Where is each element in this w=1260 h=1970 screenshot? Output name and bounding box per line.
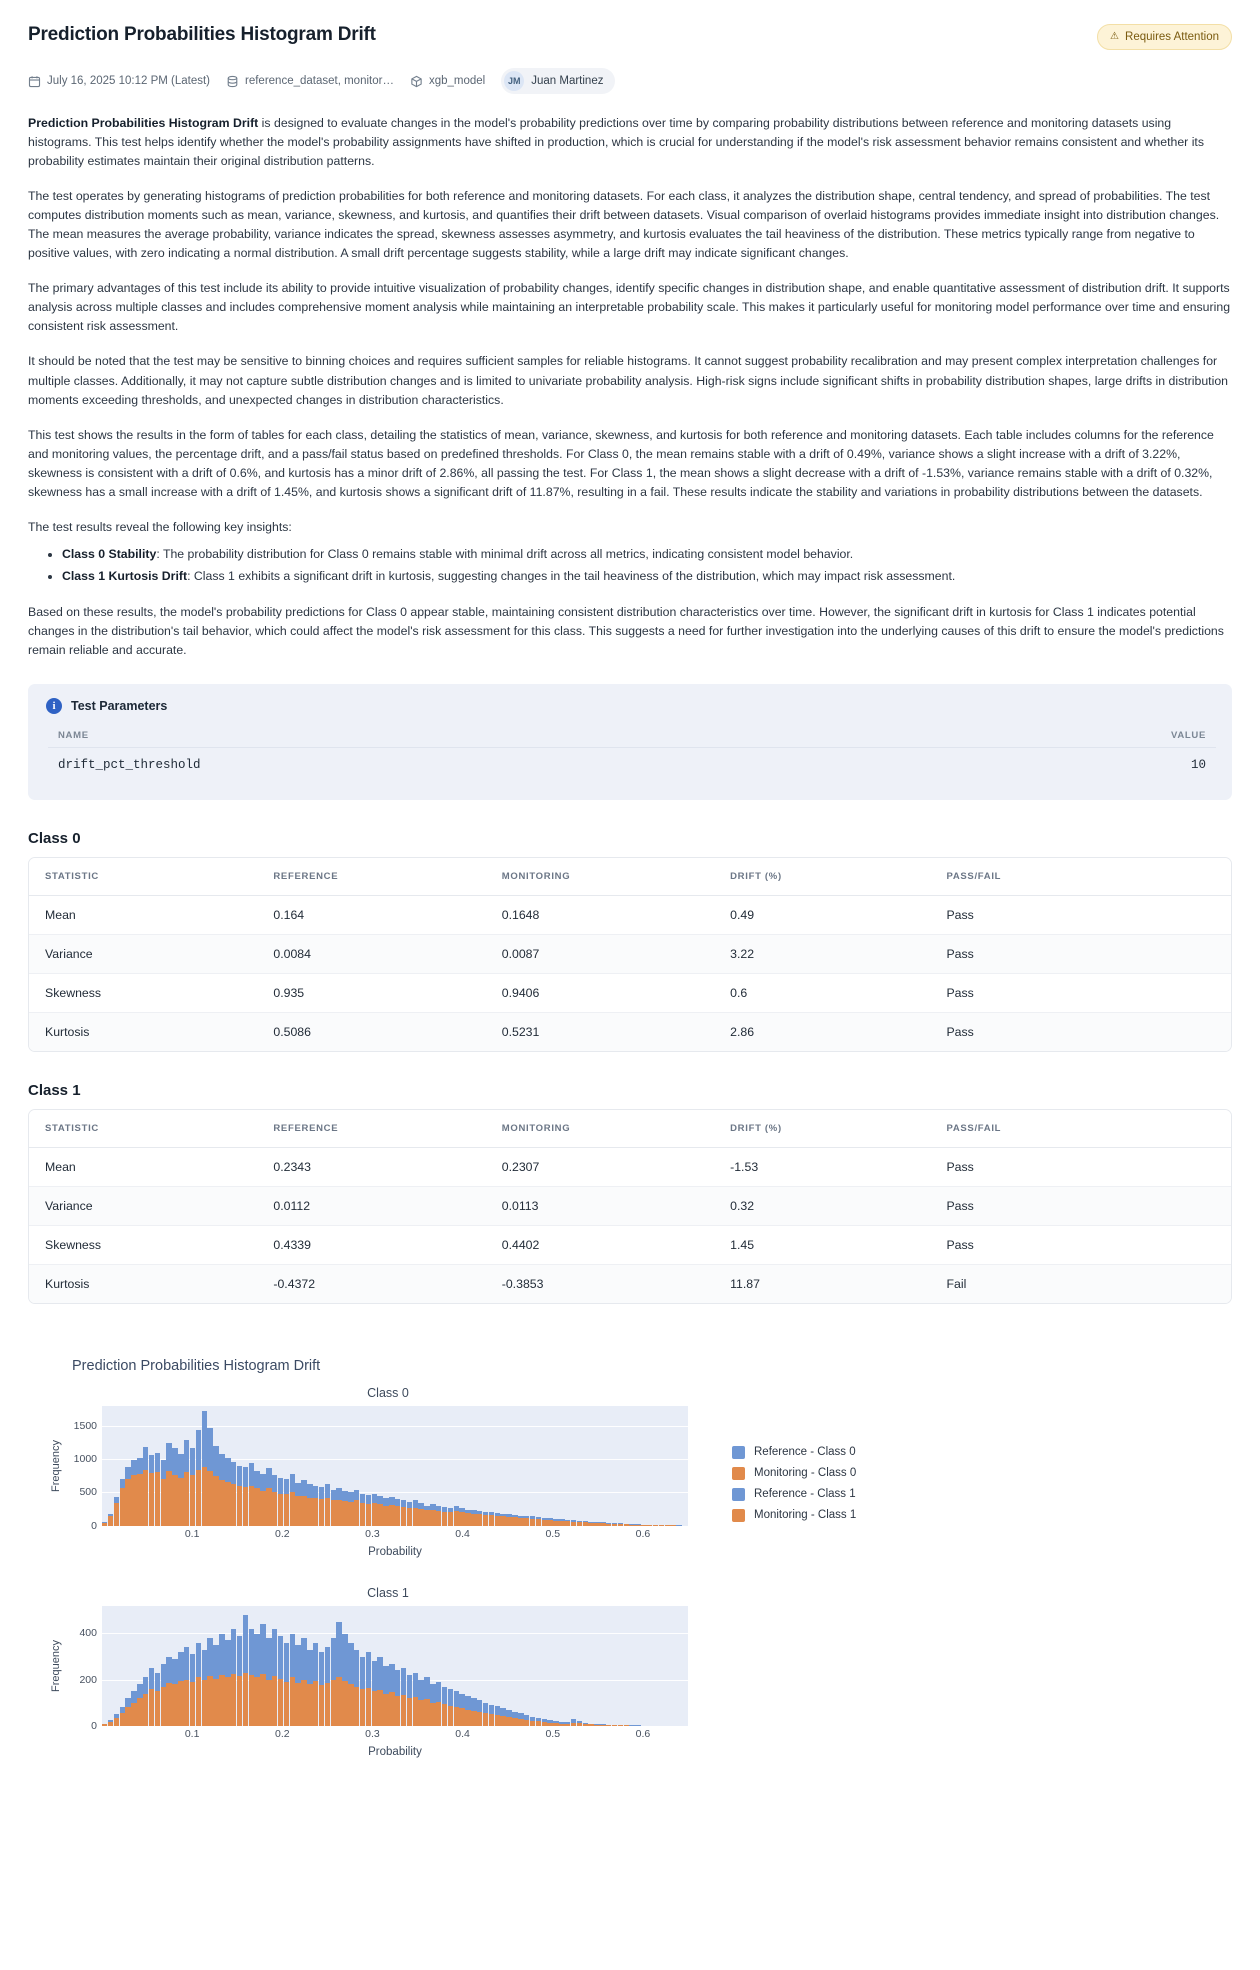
class-0-table xyxy=(29,858,1231,1051)
cell-monitoring: 0.0113 xyxy=(486,1186,714,1225)
table-row xyxy=(29,1264,1231,1303)
cell-statistic: Kurtosis xyxy=(29,1264,257,1303)
figure-title: Prediction Probabilities Histogram Drift xyxy=(72,1357,321,1374)
cell-drift: 3.22 xyxy=(714,934,930,973)
cell-passfail: Fail xyxy=(930,1264,1231,1303)
table-row xyxy=(29,934,1231,973)
paragraph-lead: Prediction Probabilities Histogram Drift xyxy=(28,116,259,130)
legend-item xyxy=(732,1446,856,1459)
cell-monitoring: 0.1648 xyxy=(486,895,714,934)
paragraph-overview xyxy=(28,114,1232,171)
table-header-row xyxy=(29,1110,1231,1148)
column-header-passfail: PASS/FAIL xyxy=(930,858,1231,896)
cell-drift: 0.32 xyxy=(714,1186,930,1225)
column-header-reference: REFERENCE xyxy=(257,1110,485,1148)
y-axis-label-class-0: Frequency xyxy=(50,1439,62,1492)
column-header-monitoring: MONITORING xyxy=(486,1110,714,1148)
cell-reference: 0.0084 xyxy=(257,934,485,973)
table-row xyxy=(29,973,1231,1012)
cell-monitoring: 0.5231 xyxy=(486,1012,714,1051)
cell-drift: 0.49 xyxy=(714,895,930,934)
database-icon xyxy=(226,75,239,88)
legend-label: Monitoring - Class 0 xyxy=(754,1467,857,1480)
column-header-reference: REFERENCE xyxy=(257,858,485,896)
table-row xyxy=(29,895,1231,934)
section-title-class-1: Class 1 xyxy=(28,1081,81,1099)
cell-reference: 0.164 xyxy=(257,895,485,934)
insight-text: : Class 1 exhibits a significant drift in kurtosis, suggesting changes in the tail heaviness of the distribution, which may impact risk assessment. xyxy=(187,568,956,583)
param-value: 10 xyxy=(1190,757,1206,772)
info-icon: i xyxy=(46,698,62,714)
x-axis-label-class-1: Probability xyxy=(368,1745,422,1758)
paragraph-limitations: It should be noted that the test may be sensitive to binning choices and requires sufficient samples for reliable histograms. It cannot suggest probability recalibration and may present complex interpretation challenges for multiple classes. Additionally, it may not capture subtle distribution changes and is limited to univariate probability analysis. High-risk signs include significant shifts in probability distribution shapes, large drifts in distribution moments exceeding thresholds, and unexpected changes in distribution characteristics. xyxy=(28,354,1228,407)
paragraph-overview-text: is designed to evaluate changes in the model's probability predictions over time by comparing probability distributions between reference and monitoring datasets using histograms. This test helps identify whether the model's probability assignments have shifted in production, which is crucial for understanding if the model's risk assessment behavior remains consistent and whether its probability estimates maintain their original distribution patterns. xyxy=(28,116,1204,169)
paragraph-mechanics: The test operates by generating histograms of prediction probabilities for both reference and monitoring datasets. For each class, it analyzes the distribution shape, central tendency, and spread of probabilities. The test computes distribution moments such as mean, variance, skewness, and kurtosis, and quantifies their drift between datasets. Visual comparison of overlaid histograms provides immediate insight into distribution changes. The mean measures the average probability, variance indicates the spread, skewness assesses asymmetry, and kurtosis evaluates the tail heaviness of the distribution. These metrics typically range from negative to positive values, with zero indicating a normal distribution. A small drift percentage suggests stability, while a large drift may indicate significant changes. xyxy=(28,189,1220,261)
status-badge xyxy=(1097,24,1232,50)
legend-item xyxy=(732,1467,856,1480)
plot-row xyxy=(48,1406,688,1532)
status-badge-label: Requires Attention xyxy=(1125,31,1219,43)
cell-drift: 0.6 xyxy=(714,973,930,1012)
column-header-statistic: STATISTIC xyxy=(29,858,257,896)
cell-passfail: Pass xyxy=(930,934,1231,973)
x-axis-label-class-0: Probability xyxy=(368,1545,422,1558)
column-header-passfail: PASS/FAIL xyxy=(930,1110,1231,1148)
report-body xyxy=(24,114,1236,660)
y-axis-ticks-class-1: 0 200 400 xyxy=(79,1627,97,1732)
list-item xyxy=(62,545,1232,565)
chart-legend xyxy=(732,1446,856,1530)
cell-monitoring: 0.9406 xyxy=(486,973,714,1012)
class-0-table-wrapper xyxy=(28,857,1232,1052)
table-row xyxy=(29,1012,1231,1051)
table-row xyxy=(29,1147,1231,1186)
user-chip[interactable] xyxy=(501,68,615,94)
paragraph-conclusion: Based on these results, the model's probability predictions for Class 0 appear stable, maintaining consistent distribution characteristics over time. However, the significant drift in kurtosis for Class 1 indicates potential changes in the distribution's tail behavior, which could affect the model's risk assessment for this class. This suggests a need for further investigation into the underlying causes of this drift to ensure the model's predictions remain reliable and accurate. xyxy=(28,604,1224,657)
legend-swatch xyxy=(732,1446,745,1459)
test-parameters-header xyxy=(46,698,1214,714)
y-axis-label-class-1: Frequency xyxy=(50,1639,62,1692)
legend-item xyxy=(732,1509,856,1522)
legend-label: Reference - Class 0 xyxy=(754,1446,856,1459)
section-title-class-0: Class 0 xyxy=(28,829,81,847)
x-axis-ticks-class-1: 0.1 0.2 0.3 0.4 0.5 0.6 xyxy=(184,1727,651,1740)
legend-swatch xyxy=(732,1488,745,1501)
chart-block-class-1 xyxy=(28,1586,1232,1758)
class-1-table xyxy=(29,1110,1231,1303)
cell-statistic: Skewness xyxy=(29,973,257,1012)
cell-reference: -0.4372 xyxy=(257,1264,485,1303)
paragraph-advantages: The primary advantages of this test include its ability to provide intuitive visualization of probability changes, identify specific changes in distribution shape, and enable quantitative assessment of distribution drift. It supports analysis across multiple classes and includes comprehensive moment analysis while maintaining an interpretable probability scale. This makes it particularly useful for monitoring model performance over time and ensuring consistent risk assessment. xyxy=(28,281,1231,334)
table-row xyxy=(29,1186,1231,1225)
cell-passfail: Pass xyxy=(930,1186,1231,1225)
chart-block-class-0 xyxy=(28,1386,1232,1558)
column-header-statistic: STATISTIC xyxy=(29,1110,257,1148)
calendar-icon xyxy=(28,75,41,88)
cell-drift: 11.87 xyxy=(714,1264,930,1303)
test-parameters-table xyxy=(48,724,1216,782)
warning-triangle-icon: ⚠ xyxy=(1110,31,1120,42)
cell-passfail: Pass xyxy=(930,1012,1231,1051)
insight-text: : The probability distribution for Class 0 remains stable with minimal drift across all metrics, indicating consistent model behavior. xyxy=(156,546,854,561)
avatar: JM xyxy=(504,71,524,91)
cell-drift: -1.53 xyxy=(714,1147,930,1186)
chart-title-class-0: Class 0 xyxy=(367,1385,409,1400)
histogram-figure xyxy=(28,1344,1232,1768)
meta-model xyxy=(410,75,485,88)
cell-statistic: Mean xyxy=(29,895,257,934)
column-header-value: VALUE xyxy=(921,724,1216,748)
user-last-name: Martinez xyxy=(559,75,604,87)
user-first-name: Juan xyxy=(531,75,557,87)
plot-class-1 xyxy=(102,1606,688,1726)
cell-passfail: Pass xyxy=(930,1225,1231,1264)
paragraph-insights-intro: The test results reveal the following key insights: xyxy=(28,519,292,534)
legend-swatch xyxy=(732,1467,745,1480)
user-name xyxy=(531,75,603,87)
legend-swatch xyxy=(732,1509,745,1522)
column-header-drift: DRIFT (%) xyxy=(714,858,930,896)
legend-label: Reference - Class 1 xyxy=(754,1488,856,1501)
cell-monitoring: 0.0087 xyxy=(486,934,714,973)
cell-reference: 0.0112 xyxy=(257,1186,485,1225)
x-axis-ticks-class-0: 0.1 0.2 0.3 0.4 0.5 0.6 xyxy=(184,1527,651,1540)
cell-monitoring: 0.2307 xyxy=(486,1147,714,1186)
meta-datasets xyxy=(226,75,394,88)
page-header xyxy=(24,24,1236,50)
cell-statistic: Kurtosis xyxy=(29,1012,257,1051)
cell-statistic: Variance xyxy=(29,1186,257,1225)
cell-reference: 0.2343 xyxy=(257,1147,485,1186)
legend-label: Monitoring - Class 1 xyxy=(754,1509,857,1522)
plot-class-0 xyxy=(102,1406,688,1526)
page-title: Prediction Probabilities Histogram Drift xyxy=(28,24,376,45)
meta-date xyxy=(28,75,210,88)
test-parameters-panel xyxy=(28,684,1232,800)
cell-statistic: Mean xyxy=(29,1147,257,1186)
cell-reference: 0.935 xyxy=(257,973,485,1012)
table-row xyxy=(48,747,1216,782)
paragraph-results: This test shows the results in the form of tables for each class, detailing the statistics of mean, variance, skewness, and kurtosis for both reference and monitoring datasets. Each table includes columns for the reference and monitoring values, the percentage drift, and a pass/fail status based on predefined thresholds. For Class 0, the mean remains stable with a drift of 0.49%, variance shows a slight increase with a drift of 3.22%, skewness is consistent with a drift of 0.6%, and kurtosis has a minor drift of 2.86%, all passing the test. For Class 1, the mean shows a slight decrease with a drift of -1.53%, variance remains stable with a drift of 0.32%, skewness has a small increase with a drift of 1.45%, and kurtosis shows a significant drift of 11.87%, resulting in a fail. These results indicate the stability and variations in probability distributions between the datasets. xyxy=(28,427,1214,499)
table-header-row xyxy=(29,858,1231,896)
cell-reference: 0.5086 xyxy=(257,1012,485,1051)
cell-statistic: Variance xyxy=(29,934,257,973)
chart-area-class-1 xyxy=(48,1586,688,1758)
cell-monitoring: -0.3853 xyxy=(486,1264,714,1303)
table-row xyxy=(29,1225,1231,1264)
cell-passfail: Pass xyxy=(930,1147,1231,1186)
cell-statistic: Skewness xyxy=(29,1225,257,1264)
chart-title-class-1: Class 1 xyxy=(367,1585,409,1600)
test-parameters-title: Test Parameters xyxy=(71,698,168,713)
legend-item xyxy=(732,1488,856,1501)
meta-date-label: July 16, 2025 10:12 PM (Latest) xyxy=(47,75,211,87)
table-header-row xyxy=(48,724,1216,748)
metadata-bar xyxy=(24,68,1236,94)
list-item xyxy=(62,567,1232,587)
meta-datasets-label: reference_dataset, monitor… xyxy=(245,75,394,87)
insight-lead: Class 0 Stability xyxy=(62,546,157,561)
insights-list xyxy=(28,545,1232,587)
meta-model-label: xgb_model xyxy=(428,75,486,87)
plot-row xyxy=(48,1606,688,1732)
cell-drift: 2.86 xyxy=(714,1012,930,1051)
box-icon xyxy=(410,75,423,88)
chart-area-class-0 xyxy=(48,1386,688,1558)
y-axis-ticks-class-0: 0 500 1000 1500 xyxy=(73,1419,97,1532)
cell-passfail: Pass xyxy=(930,895,1231,934)
insight-lead: Class 1 Kurtosis Drift xyxy=(62,568,188,583)
cell-drift: 1.45 xyxy=(714,1225,930,1264)
column-header-monitoring: MONITORING xyxy=(486,858,714,896)
column-header-drift: DRIFT (%) xyxy=(714,1110,930,1148)
column-header-name: NAME xyxy=(48,724,921,748)
param-name: drift_pct_threshold xyxy=(58,757,201,772)
cell-passfail: Pass xyxy=(930,973,1231,1012)
class-1-table-wrapper xyxy=(28,1109,1232,1304)
cell-monitoring: 0.4402 xyxy=(486,1225,714,1264)
cell-reference: 0.4339 xyxy=(257,1225,485,1264)
